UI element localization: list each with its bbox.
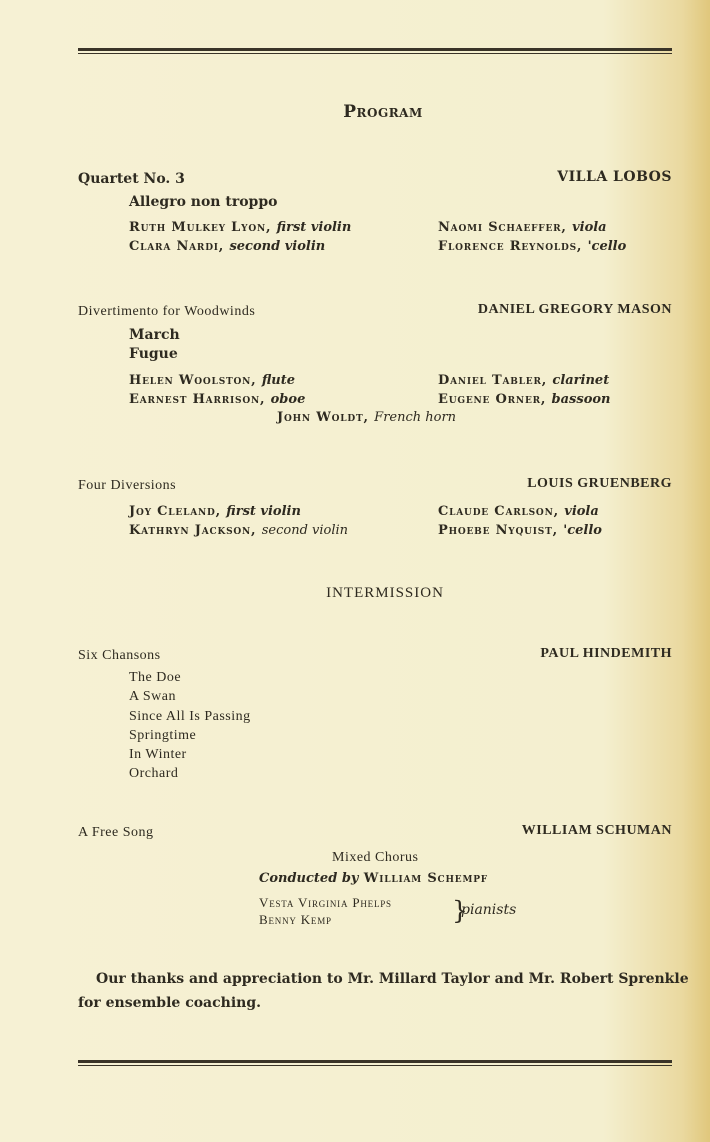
- performer: John Woldt, French horn: [277, 410, 457, 425]
- pianists-role: pianists: [461, 902, 517, 918]
- performer: Helen Woolston, flute: [129, 373, 295, 388]
- piece-1-composer: VILLA LOBOS: [557, 169, 672, 185]
- bottom-rule: [78, 1060, 672, 1066]
- brace-icon: }: [452, 896, 468, 925]
- performer: Claude Carlson, viola: [438, 504, 599, 519]
- song-list: [129, 668, 251, 784]
- piece-2-movement: Fugue: [129, 346, 178, 362]
- piece-3-title: Four Diversions: [78, 478, 177, 493]
- song-title: The Doe: [129, 670, 182, 685]
- performer: Florence Reynolds, 'cello: [438, 239, 627, 254]
- performer: Phoebe Nyquist, 'cello: [438, 523, 602, 538]
- piece-5-composer: WILLIAM SCHUMAN: [521, 823, 672, 838]
- intermission: INTERMISSION: [326, 585, 444, 601]
- song-title: Since All Is Passing: [129, 708, 251, 724]
- piece-4-title: Six Chansons: [78, 648, 161, 663]
- performer: Kathryn Jackson, second violin: [129, 523, 349, 538]
- piece-3-composer: LOUIS GRUENBERG: [527, 476, 672, 491]
- top-rule: [78, 48, 672, 54]
- song-title: A Swan: [129, 689, 176, 705]
- thanks-note: [78, 967, 689, 1015]
- performer: Eugene Orner, bassoon: [438, 392, 611, 407]
- piece-2-title: Divertimento for Woodwinds: [78, 304, 256, 319]
- page-title: Program: [343, 102, 423, 122]
- piece-5-title: A Free Song: [78, 825, 154, 840]
- piece-1-title: Quartet No. 3: [78, 171, 185, 187]
- song-title: Springtime: [129, 727, 197, 743]
- performer: Joy Cleland, first violin: [129, 504, 301, 519]
- piece-4-composer: PAUL HINDEMITH: [540, 646, 672, 661]
- conductor-line: Conducted by William Schempf: [259, 871, 488, 886]
- thanks-line: Our thanks and appreciation to Mr. Millard Taylor and Mr. Robert Sprenkle: [96, 971, 689, 987]
- performer: Ruth Mulkey Lyon, first violin: [129, 220, 352, 235]
- song-title: Orchard: [129, 766, 179, 782]
- piece-2-composer: DANIEL GREGORY MASON: [477, 302, 672, 317]
- performer: Clara Nardi, second violin: [129, 239, 326, 254]
- performer: Naomi Schaeffer, viola: [438, 220, 607, 235]
- pianist: Vesta Virginia Phelps: [259, 895, 392, 910]
- piece-1-movement: Allegro non troppo: [129, 194, 278, 210]
- performer: Daniel Tabler, clarinet: [438, 373, 610, 388]
- performer: Earnest Harrison, oboe: [129, 392, 306, 407]
- thanks-line: for ensemble coaching.: [78, 995, 261, 1011]
- pianist: Benny Kemp: [259, 912, 332, 927]
- song-title: In Winter: [129, 747, 187, 763]
- ensemble: Mixed Chorus: [332, 850, 419, 865]
- piece-2-movement: March: [129, 327, 180, 343]
